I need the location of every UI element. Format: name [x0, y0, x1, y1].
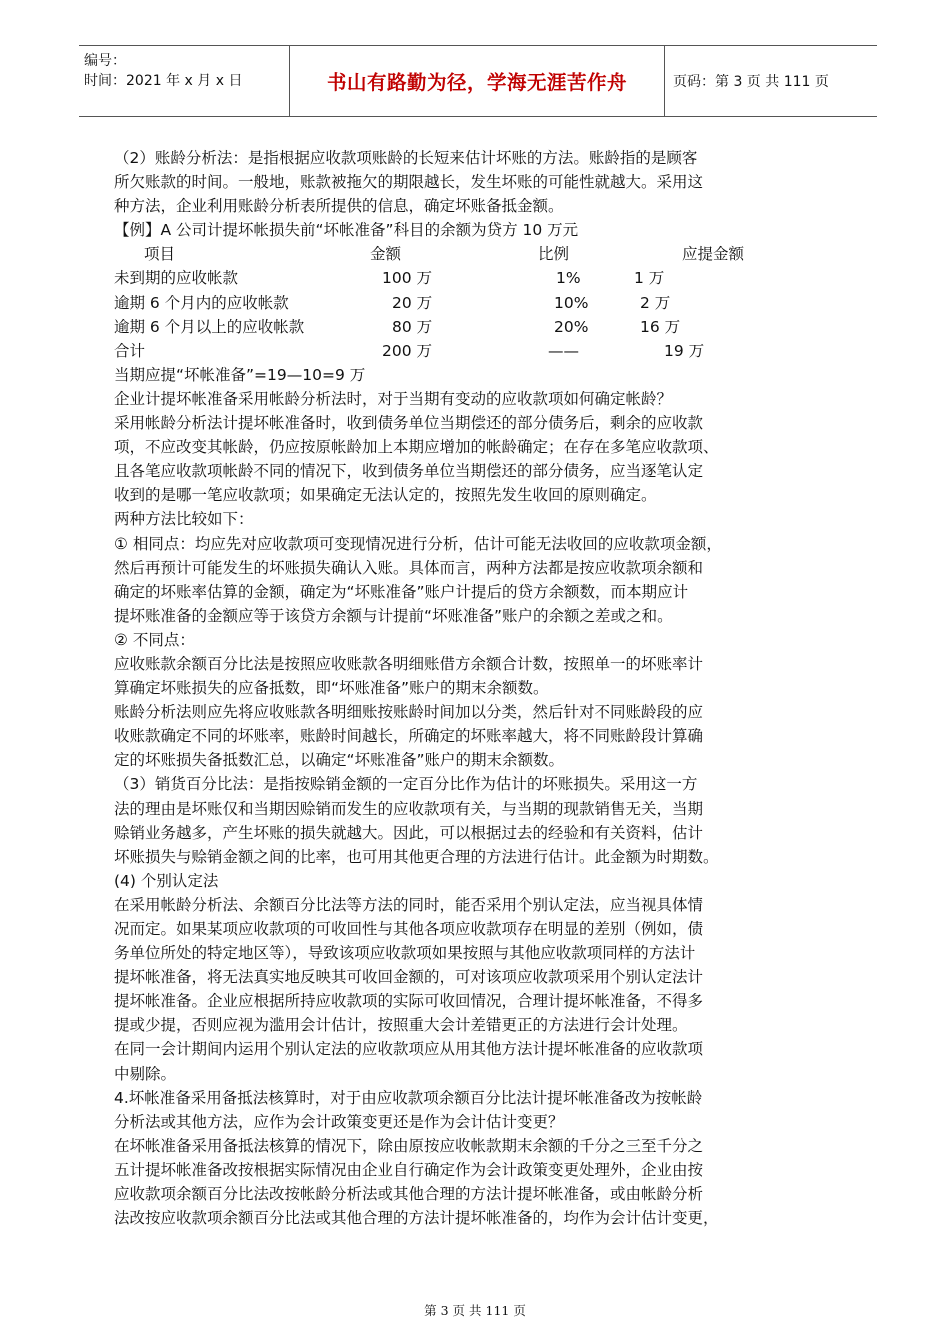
body-line: 提坏帐准备。企业应根据所持应收款项的实际可收回情况，合理计提坏帐准备，不得多 [114, 992, 704, 1011]
body-line: （2）账龄分析法：是指根据应收款项账龄的长短来估计坏账的方法。账龄指的是顾客 [114, 149, 698, 167]
table-cell: 100 万 [382, 269, 433, 288]
body-line: 五计提坏帐准备改按根据实际情况由企业自行确定作为会计政策变更处理外，企业由按 [114, 1160, 704, 1179]
header-meta [79, 46, 289, 116]
body-line: 中剔除。 [114, 1064, 177, 1083]
body-line: 种方法，企业利用账龄分析表所提供的信息，确定坏账备抵金额。 [114, 197, 564, 216]
body-line: 应收款项余额百分比法改按帐龄分析法或其他合理的方法计提坏帐准备，或由帐龄分析 [114, 1185, 704, 1204]
body-line: 采用帐龄分析法计提坏帐准备时，收到债务单位当期偿还的部分债务后，剩余的应收款 [114, 414, 704, 433]
table-header-cell: 比例 [538, 245, 570, 264]
document-time-label: 时间：2021 年 x 月 x 日 [84, 73, 243, 89]
table-row [114, 339, 856, 363]
table-header-row [114, 242, 856, 266]
document-number-label: 编号： [84, 53, 126, 69]
aging-table [114, 242, 856, 362]
body-line: 当期应提“坏帐准备”=19—10=9 万 [114, 365, 366, 384]
table-cell: 逾期 6 个月内的应收帐款 [114, 293, 289, 312]
table-cell: 1 万 [634, 269, 665, 288]
body-line: 确定的坏账率估算的金额，确定为“坏账准备”账户计提后的贷方余额数，而本期应计 [114, 582, 689, 601]
body-line: 提或少提，否则应视为滥用会计估计，按照重大会计差错更正的方法进行会计处理。 [114, 1016, 688, 1035]
body-line: 法改按应收款项余额百分比法或其他合理的方法计提坏帐准备的，均作为会计估计变更， [114, 1209, 719, 1228]
table-cell: —— [548, 341, 579, 360]
body-line: 况而定。如果某项应收款项的可收回性与其他各项应收款项存在明显的差别（例如，债 [114, 920, 704, 938]
body-line: ① 相同点：均应先对应收款项可变现情况进行分析，估计可能无法收回的应收款项金额， [114, 534, 722, 553]
body-line: 且各笔应收款项帐龄不同的情况下，收到债务单位当期偿还的部分债务，应当逐笔认定 [114, 462, 704, 481]
body-line: 法的理由是坏账仅和当期因赊销而发生的应收款项有关，与当期的现款销售无关，当期 [114, 799, 704, 818]
table-cell: 16 万 [640, 317, 681, 336]
table-header-cell: 应提金额 [682, 245, 745, 264]
body-line: 在采用帐龄分析法、余额百分比法等方法的同时，能否采用个别认定法，应当视具体情 [114, 895, 704, 914]
body-line: 提坏账准备的金额应等于该贷方余额与计提前“坏账准备”账户的余额之差或之和。 [114, 606, 673, 625]
body-line: 务单位所处的特定地区等），导致该项应收款项如果按照与其他应收款项同样的方法计 [114, 944, 696, 963]
body-line: 账龄分析法则应先将应收账款各明细账按账龄时间加以分类，然后针对不同账龄段的应 [114, 703, 704, 722]
header-page-label: 页码：第 3 页 共 111 页 [673, 74, 829, 90]
table-cell: 19 万 [664, 341, 705, 360]
body-line: 坏账损失与赊销金额之间的比率，也可用其他更合理的方法进行估计。此金额为时期数。 [114, 847, 719, 866]
body-line: 收账款确定不同的坏账率，账龄时间越长，所确定的坏账率越大，将不同账龄段计算确 [114, 727, 704, 746]
body-line: 赊销业务越多，产生坏账的损失就越大。因此，可以根据过去的经验和有关资料，估计 [114, 823, 704, 842]
body-line: （3）销货百分比法：是指按赊销金额的一定百分比作为估计的坏账损失。采用这一方 [114, 775, 698, 794]
body-line: 4.坏帐准备采用备抵法核算时，对于由应收款项余额百分比法计提坏帐准备改为按帐龄 [114, 1088, 703, 1107]
table-cell: 80 万 [392, 317, 433, 336]
header-motto: 书山有路勤为径，学海无涯苦作舟 [289, 46, 665, 116]
table-row [114, 266, 856, 290]
body-line: 在坏帐准备采用备抵法核算的情况下，除由原按应收帐款期末余额的千分之三至千分之 [114, 1136, 704, 1155]
example-heading: 【例】A 公司计提坏帐损失前“坏帐准备”科目的余额为贷方 10 万元 [114, 221, 579, 240]
body-line: 应收账款余额百分比法是按照应收账款各明细账借方余额合计数，按照单一的坏账率计 [114, 654, 704, 673]
body-line: 企业计提坏帐准备采用帐龄分析法时，对于当期有变动的应收款项如何确定帐龄？ [114, 389, 673, 408]
body-line: 两种方法比较如下： [114, 510, 254, 529]
table-row [114, 291, 856, 315]
body-line: 提坏帐准备，将无法真实地反映其可收回金额的，可对该项应收款项采用个别认定法计 [114, 968, 704, 987]
table-row [114, 315, 856, 339]
body-text [114, 363, 856, 1230]
document-body [114, 146, 856, 1230]
body-line: 收到的是哪一笔应收款项；如果确定无法认定的，按照先发生收回的原则确定。 [114, 486, 657, 505]
table-cell: 1% [556, 269, 581, 288]
body-line: (4) 个别认定法 [114, 871, 219, 890]
table-cell: 20% [554, 317, 589, 336]
page-header [79, 45, 877, 117]
table-cell: 10% [554, 293, 589, 312]
body-line: ② 不同点： [114, 630, 195, 649]
body-line: 项，不应改变其帐龄，仍应按原帐龄加上本期应增加的帐龄确定；在存在多笔应收款项、 [114, 438, 719, 457]
table-cell: 未到期的应收帐款 [114, 269, 239, 288]
table-cell: 2 万 [640, 293, 671, 312]
page-footer: 第 3 页 共 111 页 [424, 1303, 526, 1318]
table-header-cell: 金额 [370, 245, 402, 264]
body-line: 定的坏账损失备抵数汇总，以确定“坏账准备”账户的期末余额数。 [114, 751, 565, 770]
table-header-cell: 项目 [144, 245, 176, 264]
table-cell: 20 万 [392, 293, 433, 312]
body-line: 算确定坏账损失的应备抵数，即“坏账准备”账户的期末余额数。 [114, 679, 549, 698]
body-line: 在同一会计期间内运用个别认定法的应收款项应从用其他方法计提坏帐准备的应收款项 [114, 1040, 704, 1059]
body-line: 分析法或其他方法，应作为会计政策变更还是作为会计估计变更？ [114, 1112, 564, 1131]
body-line: 所欠账款的时间。一般地，账款被拖欠的期限越长，发生坏账的可能性就越大。采用这 [114, 173, 704, 192]
table-cell: 200 万 [382, 341, 433, 360]
table-cell: 逾期 6 个月以上的应收帐款 [114, 317, 305, 336]
body-line: 然后再预计可能发生的坏账损失确认入账。具体而言，两种方法都是按应收款项余额和 [114, 558, 704, 577]
table-cell: 合计 [114, 341, 146, 360]
